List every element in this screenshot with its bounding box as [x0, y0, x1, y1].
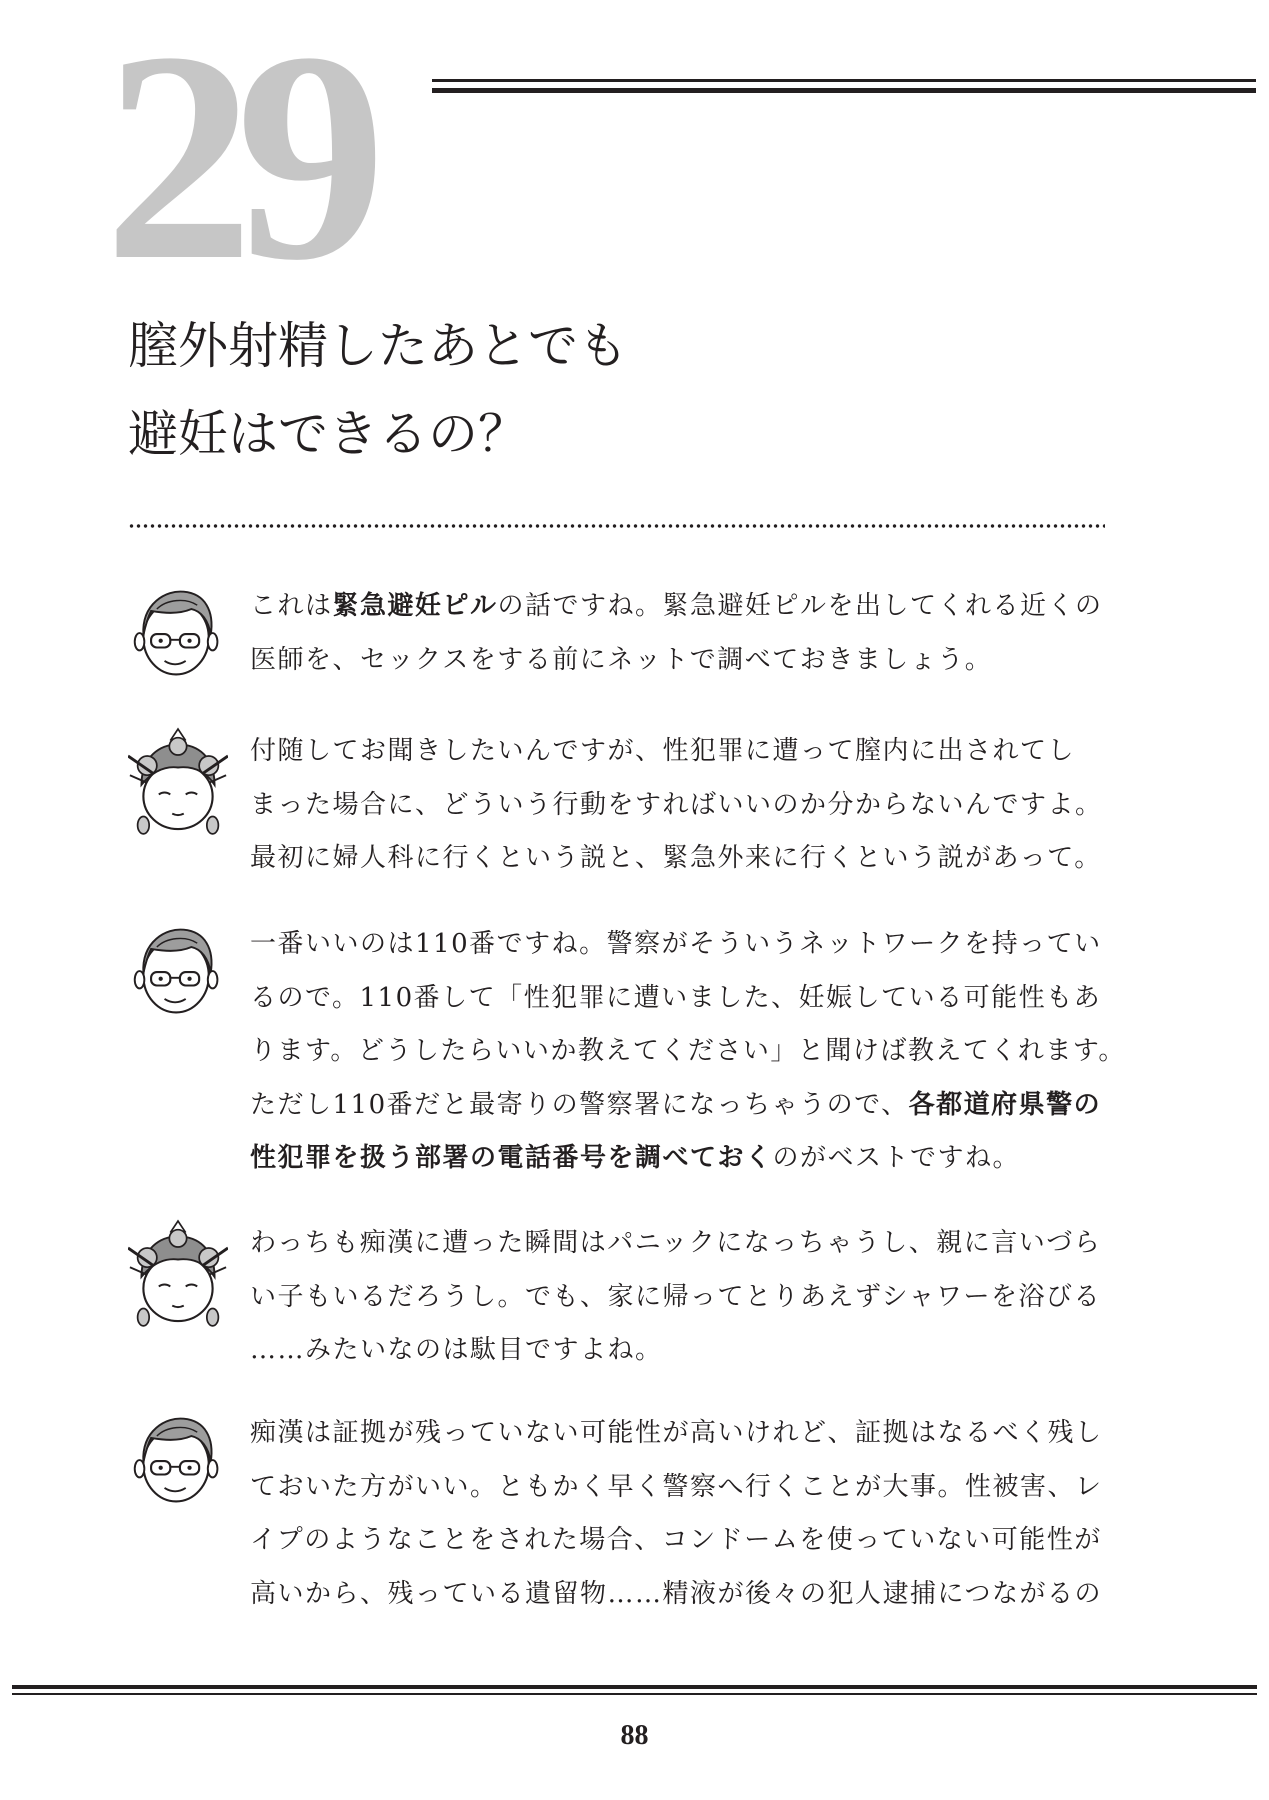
title-divider [128, 523, 1105, 529]
text-run: ただし110番だと最寄りの警察署になっちゃうので、 [250, 1089, 909, 1120]
text-run: イプのようなことをされた場合、コンドームを使っていない可能性が [250, 1525, 1102, 1555]
man-with-glasses-icon [128, 1407, 228, 1517]
dialogue-line [250, 725, 1120, 779]
dialogue-line [250, 1217, 1120, 1271]
dialogue-line [250, 779, 1120, 833]
text-run: 痴漢は証拠が残っていない可能性が高いけれど、証拠はなるべく残し [250, 1418, 1103, 1448]
text-run: のがベストですね。 [772, 1143, 1021, 1173]
text-run: わっちも痴漢に遭った瞬間はパニックになっちゃうし、親に言いづら [250, 1228, 1102, 1258]
text-run: ります。どうしたらいいか教えてください」と聞けば教えてくれます。 [250, 1036, 1126, 1066]
dialogue-line [250, 1079, 1120, 1133]
woman-with-hair-ornaments-icon [128, 1217, 228, 1327]
dialogue-line [250, 1271, 1120, 1325]
emphasis-text: 各都道府県警の [908, 1089, 1102, 1120]
chapter-title-line: 避妊はできるの？ [128, 405, 528, 463]
text-run: ……みたいなのは駄目ですよね。 [250, 1335, 663, 1365]
dialogue-line [250, 1407, 1120, 1461]
chapter-title [128, 302, 628, 478]
dialogue-text [250, 1407, 1120, 1621]
text-run: ておいた方がいい。ともかく早く警察へ行くことが大事。性被害、レ [250, 1471, 1103, 1502]
emphasis-text: 緊急避妊ピル [332, 591, 498, 621]
header-rule-thick [432, 88, 1256, 93]
chapter-title-line: 膣外射精したあとでも [128, 317, 628, 375]
dialogue-line [250, 1025, 1126, 1079]
dialogue-line [250, 1461, 1120, 1515]
page-number: 88 [620, 1720, 649, 1751]
man-with-glasses-icon [128, 580, 228, 690]
text-run: これは [250, 591, 333, 621]
text-run: 最初に婦人科に行くという説と、緊急外来に行くという説があって。 [250, 843, 1102, 873]
text-run: 一番いいのは110番ですね。警察がそういうネットワークを持ってい [250, 929, 1102, 959]
header-rule [432, 79, 1256, 82]
dialogue-line [250, 972, 1120, 1026]
emphasis-text: 性犯罪を扱う部署の電話番号を調べておく [250, 1143, 773, 1173]
dialogue-text [250, 580, 1120, 687]
text-run: の話ですね。緊急避妊ピルを出してくれる近くの [497, 591, 1103, 621]
dialogue-line [250, 1324, 1120, 1378]
text-run: 付随してお聞きしたいんですが、性犯罪に遭って膣内に出されてし [250, 736, 1076, 766]
dialogue-line [250, 580, 1120, 634]
man-with-glasses-icon [128, 918, 228, 1028]
text-run: るので。110番して「性犯罪に遭いました、妊娠している可能性もあ [250, 982, 1102, 1013]
chapter-number: 29 [104, 0, 368, 322]
dialogue-line [250, 1568, 1120, 1622]
dialogue-line [250, 634, 1120, 688]
text-run: まった場合に、どういう行動をすればいいのか分からないんですよ。 [250, 789, 1103, 820]
dialogue-text [250, 725, 1120, 886]
text-run: 医師を、セックスをする前にネットで調べておきましょう。 [250, 644, 993, 675]
text-run: い子もいるだろうし。でも、家に帰ってとりあえずシャワーを浴びる [250, 1281, 1101, 1312]
dialogue-text [250, 918, 1126, 1186]
dialogue-line [250, 832, 1120, 886]
footer-rule [12, 1685, 1257, 1689]
woman-with-hair-ornaments-icon [128, 725, 228, 835]
dialogue-line [250, 1514, 1120, 1568]
dialogue-text [250, 1217, 1120, 1378]
dialogue-line [250, 1132, 1120, 1186]
footer-rule-thin [12, 1693, 1257, 1695]
text-run: 高いから、残っている遺留物……精液が後々の犯人逮捕につながるの [250, 1578, 1102, 1609]
dialogue-line [250, 918, 1120, 972]
